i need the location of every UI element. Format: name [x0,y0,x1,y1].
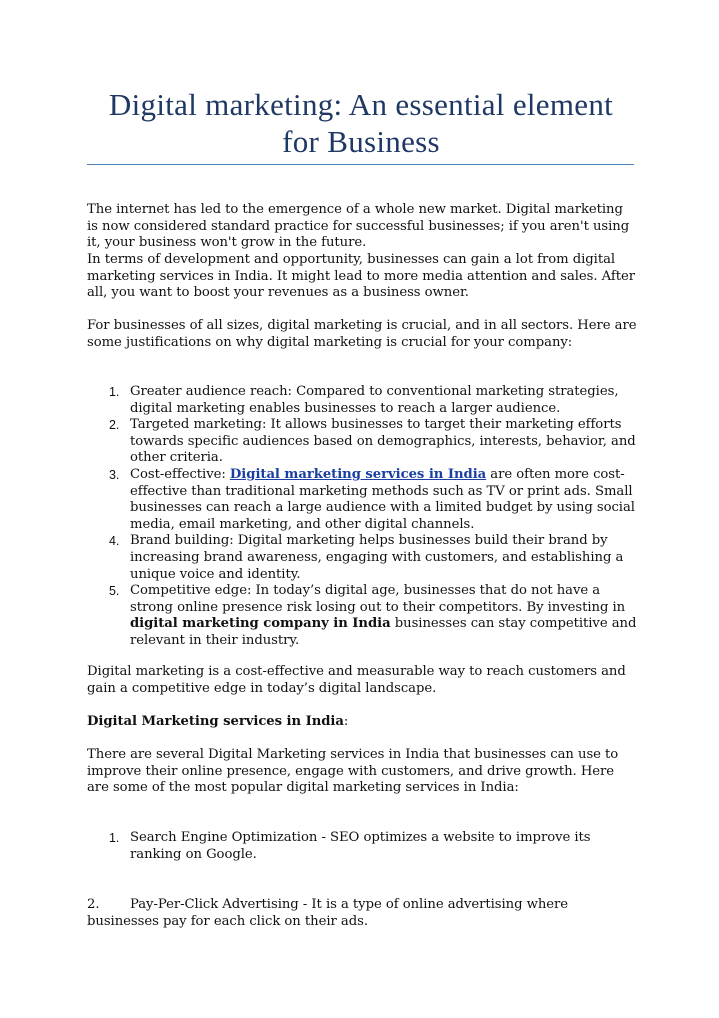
list-item-number: 3. [109,467,120,482]
list-item-text-prefix: Competitive edge: In today’s digital age, businesses that do not have a strong online presence risk losing out to their competitors. By investing in [130,583,626,615]
list-item-text: Pay-Per-Click Advertising - It is a type of online advertising where businesses pay for each click on their ads. [87,897,569,929]
intro-paragraph-2: In terms of development and opportunity, businesses can gain a lot from digital marketing services in India. It might lead to more media attention and sales. After all, you want to boost your revenues as a business owner. [87,252,636,301]
services-heading-text: Digital Marketing services in India [87,714,344,729]
list-item-number: 1. [109,385,120,399]
list-item-text: Targeted marketing: It allows businesses to target their marketing efforts towards specific audiences based on demographics, interests, behavior, and other criteria. [130,417,636,466]
list-item [87,583,639,649]
services-intro-paragraph: There are several Digital Marketing services in India that businesses can use to improve their online presence, engage with customers, and drive growth. Here are some of the most popular digital marketing services in India: [87,747,619,796]
list-item-number: 2. [109,418,120,433]
services-list [87,830,639,863]
list-item [87,533,639,583]
intro-paragraph-1: The internet has led to the emergence of a whole new market. Digital marketing is now considered standard practice for successful businesses; if you aren't using it, your business won't grow in the future. [87,202,630,251]
digital-marketing-services-link[interactable]: Digital marketing services in India [229,466,487,482]
intro-paragraph-3: For businesses of all sizes, digital marketing is crucial, and in all sectors. Here are some justifications on why digital marketing is crucial for your company: [87,318,637,350]
list-item-text-prefix: Cost-effective: [130,466,230,482]
list-item-number: 1. [109,831,120,845]
list-item [87,417,639,467]
list-item-number: 5. [109,584,120,599]
list-item [87,384,639,417]
list-item-number: 2. [87,897,100,912]
page-title: Digital marketing: An essential element for Business [108,87,614,159]
services-heading-colon: : [343,714,349,729]
list-item [87,830,639,863]
list-item [87,467,639,533]
list-item-bold-phrase: digital marketing company in India [130,616,391,632]
list-item-text: Brand building: Digital marketing helps businesses build their brand by increasing brand awareness, engaging with customers, and establishing a unique voice and identity. [130,533,624,582]
summary-paragraph: Digital marketing is a cost-effective and measurable way to reach customers and gain a competitive edge in today’s digital landscape. [87,664,626,696]
reasons-list [87,384,639,650]
list-item-text: Search Engine Optimization - SEO optimizes a website to improve its ranking on Google. [130,830,591,862]
list-item-text-suffix: are often more cost-effective than traditional marketing methods such as TV or print ads. Small businesses can reach a large audience with a limited budget by using social media, email marketing, and other digital channels. [130,466,635,532]
list-item-text: Greater audience reach: Compared to conventional marketing strategies, digital marketing enables businesses to reach a larger audience. [130,384,619,416]
services-item-2 [87,897,637,930]
list-item-text-suffix: businesses can stay competitive and relevant in their industry. [130,616,637,648]
services-heading [87,714,637,731]
title-underline [87,164,634,165]
list-item-number: 4. [109,534,120,549]
